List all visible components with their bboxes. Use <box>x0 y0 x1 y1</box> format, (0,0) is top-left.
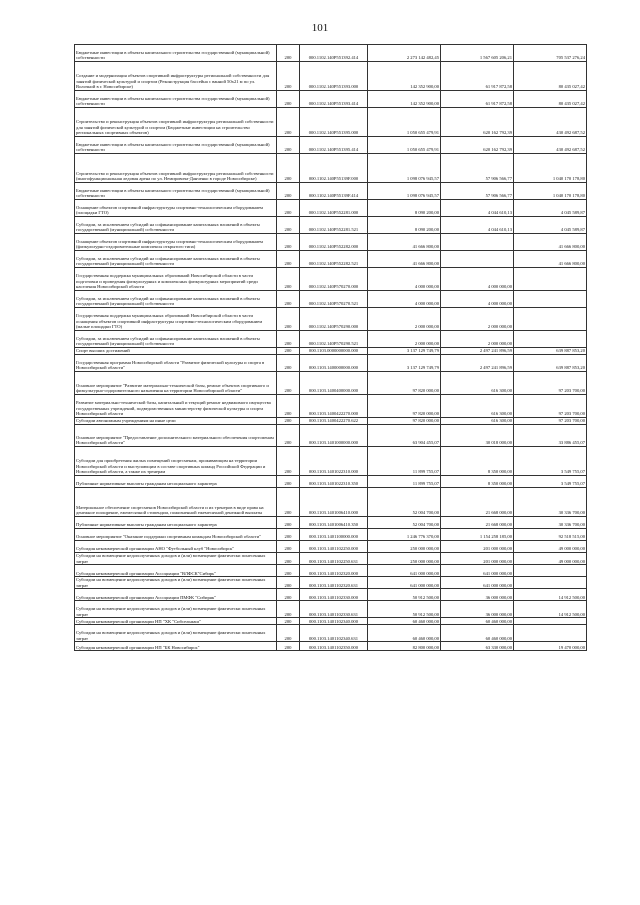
row-executed-amount: 4 044 610,13 <box>441 200 514 217</box>
table-row <box>75 418 587 425</box>
row-approved-amount: 2 273 142 482,45 <box>368 45 441 62</box>
row-executed-amount <box>441 251 514 268</box>
row-name: Субсидия некоммерческой организации НП "ХК "Сибсельмаш" <box>75 618 277 625</box>
table-row <box>75 589 587 601</box>
row-budget-code: 000.1102.140P551393.414 <box>300 91 368 108</box>
row-budget-code: 000.1103.1401102340.631 <box>300 625 368 642</box>
row-line-code: 200 <box>277 308 300 331</box>
row-line-code: 200 <box>277 234 300 251</box>
row-name: Основное мероприятие "Оказание поддержки спортивным командам Новосибирской области" <box>75 529 277 541</box>
row-name: Оснащение объектов спортивной инфраструктуры спортивно-технологическим оборудованием (площадки ГТО) <box>75 200 277 217</box>
row-approved-amount: 3 137 129 749,79 <box>368 355 441 372</box>
row-budget-code: 000.1103.1401102250.000 <box>300 541 368 553</box>
row-unexecuted-amount: 33 886 455,07 <box>514 425 587 447</box>
row-unexecuted-amount <box>514 565 587 577</box>
row-budget-code: 000.1103.1401100000.000 <box>300 529 368 541</box>
row-executed-amount: 641 000 000,00 <box>441 565 514 577</box>
row-approved-amount: 52 004 700,00 <box>368 488 441 517</box>
row-line-code: 200 <box>277 91 300 108</box>
row-name: Субсидия некоммерческой организации АНО "Футбольный клуб "Новосибирск" <box>75 541 277 553</box>
table-row <box>75 62 587 91</box>
row-executed-amount: 1 567 605 206,21 <box>441 45 514 62</box>
table-row <box>75 395 587 418</box>
table-row <box>75 625 587 642</box>
row-unexecuted-amount <box>514 291 587 308</box>
row-budget-code: 000.1103.1401102320.000 <box>300 565 368 577</box>
row-unexecuted-amount: 639 887 853,20 <box>514 355 587 372</box>
row-unexecuted-amount: 80 435 027,42 <box>514 62 587 91</box>
row-budget-code: 000.1103.1401102330.000 <box>300 589 368 601</box>
row-line-code: 200 <box>277 372 300 395</box>
table-row <box>75 529 587 541</box>
row-name: Строительство и реконструкция объектов спортивной инфраструктуры региональной собственности для занятий физической культурой и спортом (Бюджетные инвестиции на строительство региональных спортивных объектов) <box>75 108 277 137</box>
row-budget-code: 000.1102.140P552282.000 <box>300 234 368 251</box>
row-budget-code: 000.1103.1400422270.000 <box>300 395 368 418</box>
row-name: Государственная программа Новосибирской области "Развитие физической культуры и спорта в Новосибирской области" <box>75 355 277 372</box>
row-budget-code: 000.1103.0000000000.000 <box>300 348 368 355</box>
row-approved-amount: 1 050 655 479,91 <box>368 108 441 137</box>
row-approved-amount: 1 246 776 370,00 <box>368 529 441 541</box>
row-executed-amount: 1 154 258 185,00 <box>441 529 514 541</box>
row-name: Субсидии на возмещение недополученных доходов и (или) возмещение фактически понесенных затрат <box>75 577 277 589</box>
row-executed-amount: 8 350 000,00 <box>441 476 514 488</box>
row-executed-amount: 36 000 000,00 <box>441 601 514 618</box>
row-budget-code: 000.1103.1401102340.000 <box>300 618 368 625</box>
row-executed-amount: 616 300,00 <box>441 372 514 395</box>
table-row <box>75 137 587 154</box>
row-approved-amount: 1 098 076 945,57 <box>368 154 441 183</box>
table-row <box>75 308 587 331</box>
row-budget-code: 000.1103.1401006410.000 <box>300 488 368 517</box>
table-row <box>75 372 587 395</box>
row-approved-amount: 11 899 755,07 <box>368 476 441 488</box>
table-row <box>75 234 587 251</box>
row-approved-amount: 3 137 129 749,79 <box>368 348 441 355</box>
row-approved-amount: 8 090 200,00 <box>368 200 441 217</box>
row-budget-code: 000.1102.140P570290.000 <box>300 308 368 331</box>
row-name: Государственная поддержка муниципальных образований Новосибирской области в части оснащения объектов спортивной инфраструктуры спортивно-технологическим оборудованием (малые площадки ГТО) <box>75 308 277 331</box>
row-approved-amount: 250 000 000,00 <box>368 553 441 565</box>
row-line-code: 200 <box>277 529 300 541</box>
row-approved-amount: 11 899 755,07 <box>368 447 441 476</box>
row-name: Оснащение объектов спортивной инфраструктуры спортивно-технологическим оборудованием (физкультурно-оздоровительные комплексы открытого типа) <box>75 234 277 251</box>
row-budget-code: 000.1102.140P55139F.414 <box>300 183 368 200</box>
row-approved-amount: 641 000 000,00 <box>368 577 441 589</box>
row-line-code: 200 <box>277 565 300 577</box>
row-name: Бюджетные инвестиции в объекты капитального строительства государственной (муниципальной) собственности <box>75 137 277 154</box>
row-line-code: 200 <box>277 618 300 625</box>
row-unexecuted-amount <box>514 625 587 642</box>
row-name: Субсидия некоммерческой организации Ассоциации ПМФК "Сибиряк" <box>75 589 277 601</box>
row-approved-amount: 60 460 000,00 <box>368 618 441 625</box>
row-unexecuted-amount: 705 537 276,24 <box>514 45 587 62</box>
row-budget-code: 000.1102.140P570290.521 <box>300 331 368 348</box>
row-budget-code: 000.1103.1401022310.000 <box>300 447 368 476</box>
row-unexecuted-amount: 3 549 755,07 <box>514 476 587 488</box>
row-executed-amount: 620 162 792,39 <box>441 108 514 137</box>
row-executed-amount: 60 460 000,00 <box>441 618 514 625</box>
row-name: Субсидии на возмещение недополученных доходов и (или) возмещение фактически понесенных затрат <box>75 553 277 565</box>
row-name: Строительство и реконструкция объектов спортивной инфраструктуры региональной собственности (многофункциональная ледовая арена по ул. Немировича-Данченко в городе Новосибирске) <box>75 154 277 183</box>
row-unexecuted-amount: 97 203 700,00 <box>514 418 587 425</box>
row-line-code: 200 <box>277 183 300 200</box>
row-budget-code: 000.1103.1400422270.622 <box>300 418 368 425</box>
row-unexecuted-amount <box>514 618 587 625</box>
row-unexecuted-amount: 30 336 700,00 <box>514 517 587 529</box>
row-approved-amount: 50 912 500,00 <box>368 601 441 618</box>
row-line-code: 200 <box>277 476 300 488</box>
row-unexecuted-amount: 49 000 000,00 <box>514 553 587 565</box>
row-approved-amount: 142 352 900,00 <box>368 91 441 108</box>
table-row <box>75 108 587 137</box>
row-executed-amount: 57 906 566,77 <box>441 154 514 183</box>
row-approved-amount: 641 000 000,00 <box>368 565 441 577</box>
row-budget-code: 000.1102.140P551395.000 <box>300 108 368 137</box>
row-line-code: 200 <box>277 154 300 183</box>
row-budget-code: 000.1103.1401102350.000 <box>300 642 368 651</box>
row-executed-amount: 30 018 000,00 <box>441 425 514 447</box>
row-line-code: 200 <box>277 251 300 268</box>
row-unexecuted-amount: 4 045 589,87 <box>514 217 587 234</box>
row-executed-amount: 21 668 000,00 <box>441 517 514 529</box>
row-executed-amount: 4 000 000,00 <box>441 291 514 308</box>
table-row <box>75 331 587 348</box>
row-executed-amount: 2 497 241 896,59 <box>441 348 514 355</box>
row-name: Материальное обеспечение спортсменов Новосибирской области и их тренеров в виде права на денежное поощрение, ежемесячной стипендии, пожизненной ежемесячной денежной выплаты <box>75 488 277 517</box>
row-executed-amount: 36 000 000,00 <box>441 589 514 601</box>
row-approved-amount: 41 666 800,00 <box>368 251 441 268</box>
row-approved-amount: 2 000 000,00 <box>368 331 441 348</box>
row-approved-amount: 60 460 000,00 <box>368 625 441 642</box>
row-unexecuted-amount: 92 518 515,00 <box>514 529 587 541</box>
row-budget-code: 000.1103.1401006410.350 <box>300 517 368 529</box>
row-unexecuted-amount: 14 912 500,00 <box>514 589 587 601</box>
table-row <box>75 355 587 372</box>
row-executed-amount: 2 497 241 896,59 <box>441 355 514 372</box>
row-approved-amount: 1 050 655 479,91 <box>368 137 441 154</box>
row-approved-amount: 82 800 000,00 <box>368 642 441 651</box>
table-row <box>75 488 587 517</box>
row-line-code: 200 <box>277 62 300 91</box>
row-budget-code: 000.1102.140P570270.521 <box>300 291 368 308</box>
row-approved-amount: 250 000 000,00 <box>368 541 441 553</box>
row-line-code: 200 <box>277 395 300 418</box>
row-unexecuted-amount: 4 045 589,87 <box>514 200 587 217</box>
row-line-code: 200 <box>277 108 300 137</box>
row-name: Субсидии для приобретения жилых помещений спортсменам, проживающим на территории Новосибирской области и выступающим в составе спортивных команд Российской Федерации и Новосибирской области, а также их тренерам <box>75 447 277 476</box>
row-executed-amount: 61 917 872,58 <box>441 91 514 108</box>
row-name: Субсидии, за исключением субсидий на софинансирование капитальных вложений в объекты государственной (муниципальной) собственности <box>75 251 277 268</box>
row-budget-code: 000.1102.140P551395.414 <box>300 137 368 154</box>
row-budget-code: 000.1103.1400400000.000 <box>300 372 368 395</box>
row-line-code: 200 <box>277 642 300 651</box>
table-row <box>75 601 587 618</box>
row-executed-amount: 4 000 000,00 <box>441 268 514 291</box>
row-executed-amount: 61 917 872,58 <box>441 62 514 91</box>
row-name: Спорт высших достижений <box>75 348 277 355</box>
row-executed-amount: 2 000 000,00 <box>441 331 514 348</box>
table-row <box>75 553 587 565</box>
row-name: Субсидии, за исключением субсидий на софинансирование капитальных вложений в объекты государственной (муниципальной) собственности <box>75 331 277 348</box>
row-name: Субсидии автономным учреждениям на иные цели <box>75 418 277 425</box>
table-row <box>75 217 587 234</box>
table-row <box>75 517 587 529</box>
row-line-code: 200 <box>277 291 300 308</box>
row-name: Субсидии, за исключением субсидий на софинансирование капитальных вложений в объекты государственной (муниципальной) собственности <box>75 291 277 308</box>
row-line-code: 200 <box>277 355 300 372</box>
row-approved-amount: 4 000 000,00 <box>368 268 441 291</box>
row-unexecuted-amount: 41 666 800,00 <box>514 234 587 251</box>
row-executed-amount: 201 000 000,00 <box>441 553 514 565</box>
row-executed-amount: 63 330 000,00 <box>441 642 514 651</box>
row-name: Субсидии на возмещение недополученных доходов и (или) возмещение фактически понесенных затрат <box>75 601 277 618</box>
row-approved-amount: 2 000 000,00 <box>368 308 441 331</box>
table-row <box>75 45 587 62</box>
row-executed-amount: 60 460 000,00 <box>441 625 514 642</box>
row-name: Создание и модернизация объектов спортивной инфраструктуры региональной собственности для занятий физической культурой и спортом (Реконструкция бассейна с ванной 50х21 м по ул. Волочной в г. Новосибирске) <box>75 62 277 91</box>
row-budget-code: 000.1103.1401102250.631 <box>300 553 368 565</box>
row-line-code: 200 <box>277 217 300 234</box>
row-name: Субсидия некоммерческой организации НП "БК Новосибирск" <box>75 642 277 651</box>
row-line-code: 200 <box>277 418 300 425</box>
row-executed-amount: 641 000 000,00 <box>441 577 514 589</box>
row-line-code: 200 <box>277 577 300 589</box>
row-executed-amount: 57 906 566,77 <box>441 183 514 200</box>
table-row <box>75 291 587 308</box>
table-row <box>75 618 587 625</box>
row-approved-amount: 97 820 000,00 <box>368 372 441 395</box>
row-executed-amount: 2 000 000,00 <box>441 308 514 331</box>
row-budget-code: 000.1102.140P55139F.000 <box>300 154 368 183</box>
row-approved-amount: 142 352 900,00 <box>368 62 441 91</box>
row-unexecuted-amount: 639 887 853,20 <box>514 348 587 355</box>
table-row <box>75 268 587 291</box>
row-line-code: 200 <box>277 45 300 62</box>
row-line-code: 200 <box>277 425 300 447</box>
row-unexecuted-amount: 1 040 170 178,80 <box>514 183 587 200</box>
row-unexecuted-amount <box>514 331 587 348</box>
row-budget-code: 000.1103.1400000000.000 <box>300 355 368 372</box>
row-name: Основное мероприятие "Развитие материально-технической базы, ремонт объектов спортивного и физкультурно-оздоровительного назначения на территории Новосибирской области" <box>75 372 277 395</box>
row-unexecuted-amount: 1 040 170 178,80 <box>514 154 587 183</box>
row-line-code: 200 <box>277 601 300 618</box>
row-budget-code: 000.1103.1401102320.631 <box>300 577 368 589</box>
row-name: Субсидии на возмещение недополученных доходов и (или) возмещение фактически понесенных затрат <box>75 625 277 642</box>
row-name: Бюджетные инвестиции в объекты капитального строительства государственной (муниципальной) собственности <box>75 45 277 62</box>
row-line-code: 200 <box>277 268 300 291</box>
row-approved-amount: 4 000 000,00 <box>368 291 441 308</box>
row-budget-code: 000.1102.140P551393.000 <box>300 62 368 91</box>
row-approved-amount: 52 004 700,00 <box>368 517 441 529</box>
row-unexecuted-amount: 49 000 000,00 <box>514 541 587 553</box>
row-line-code: 200 <box>277 541 300 553</box>
table-row <box>75 476 587 488</box>
row-unexecuted-amount: 430 492 687,52 <box>514 108 587 137</box>
row-budget-code: 000.1103.1401102330.631 <box>300 601 368 618</box>
row-name: Субсидия некоммерческой организации Ассоциации "ВЛФСК"Сибирь" <box>75 565 277 577</box>
row-executed-amount <box>441 234 514 251</box>
page-number: 101 <box>311 22 329 34</box>
table-row <box>75 200 587 217</box>
row-executed-amount: 616 300,00 <box>441 418 514 425</box>
row-unexecuted-amount: 97 203 700,00 <box>514 395 587 418</box>
table-row <box>75 183 587 200</box>
row-budget-code: 000.1103.1401000000.000 <box>300 425 368 447</box>
table-row <box>75 348 587 355</box>
row-line-code: 200 <box>277 348 300 355</box>
table-row <box>75 154 587 183</box>
row-unexecuted-amount: 41 666 800,00 <box>514 251 587 268</box>
row-name: Субсидии, за исключением субсидий на софинансирование капитальных вложений в объекты государственной (муниципальной) собственности <box>75 217 277 234</box>
row-line-code: 200 <box>277 625 300 642</box>
row-line-code: 200 <box>277 553 300 565</box>
row-line-code: 200 <box>277 517 300 529</box>
row-budget-code: 000.1103.1401022310.350 <box>300 476 368 488</box>
table-row <box>75 565 587 577</box>
row-unexecuted-amount: 19 470 000,00 <box>514 642 587 651</box>
row-unexecuted-amount <box>514 268 587 291</box>
row-name: Публичные нормативные выплаты гражданам несоциального характера <box>75 517 277 529</box>
row-executed-amount: 201 000 000,00 <box>441 541 514 553</box>
budget-table <box>74 44 587 651</box>
row-line-code: 200 <box>277 137 300 154</box>
row-name: Бюджетные инвестиции в объекты капитального строительства государственной (муниципальной) собственности <box>75 183 277 200</box>
row-approved-amount: 8 090 200,00 <box>368 217 441 234</box>
table-row <box>75 642 587 651</box>
row-name: Развитие материально-технической базы, капитальный и текущий ремонт недвижимого имущества государственных учреждений, подведомственных министерству физической культуры и спорта Новосибирской области <box>75 395 277 418</box>
table-row <box>75 577 587 589</box>
row-name: Государственная поддержка муниципальных образований Новосибирской области в части подготовки и проведения физкультурных и комплексных физкультурных мероприятий среди населения Новосибирской области <box>75 268 277 291</box>
row-name: Бюджетные инвестиции в объекты капитального строительства государственной (муниципальной) собственности <box>75 91 277 108</box>
row-unexecuted-amount: 30 336 700,00 <box>514 488 587 517</box>
row-approved-amount: 1 098 076 945,57 <box>368 183 441 200</box>
row-executed-amount: 620 162 792,39 <box>441 137 514 154</box>
row-approved-amount: 97 820 000,00 <box>368 395 441 418</box>
row-unexecuted-amount <box>514 308 587 331</box>
row-executed-amount: 616 300,00 <box>441 395 514 418</box>
row-line-code: 200 <box>277 200 300 217</box>
row-line-code: 200 <box>277 589 300 601</box>
row-unexecuted-amount: 3 549 755,07 <box>514 447 587 476</box>
row-name: Публичные нормативные выплаты гражданам несоциального характера <box>75 476 277 488</box>
row-approved-amount: 63 904 455,07 <box>368 425 441 447</box>
row-line-code: 200 <box>277 447 300 476</box>
row-line-code: 200 <box>277 488 300 517</box>
row-line-code: 200 <box>277 331 300 348</box>
table-row <box>75 251 587 268</box>
row-unexecuted-amount: 14 912 500,00 <box>514 601 587 618</box>
budget-table-body <box>75 45 587 651</box>
table-row <box>75 541 587 553</box>
row-approved-amount: 97 820 000,00 <box>368 418 441 425</box>
row-unexecuted-amount: 80 435 027,42 <box>514 91 587 108</box>
row-unexecuted-amount <box>514 577 587 589</box>
table-row <box>75 91 587 108</box>
row-unexecuted-amount: 97 203 700,00 <box>514 372 587 395</box>
row-approved-amount: 50 912 500,00 <box>368 589 441 601</box>
row-budget-code: 000.1102.140P551392.414 <box>300 45 368 62</box>
table-row <box>75 447 587 476</box>
row-unexecuted-amount: 430 492 687,52 <box>514 137 587 154</box>
row-executed-amount: 21 668 000,00 <box>441 488 514 517</box>
row-executed-amount: 8 350 000,00 <box>441 447 514 476</box>
row-budget-code: 000.1102.140P552281.000 <box>300 200 368 217</box>
row-executed-amount: 4 044 610,13 <box>441 217 514 234</box>
table-row <box>75 425 587 447</box>
row-budget-code: 000.1102.140P570270.000 <box>300 268 368 291</box>
row-name: Основное мероприятие "Предоставление дополнительного материального обеспечения спортсменам Новосибирской области" <box>75 425 277 447</box>
row-budget-code: 000.1102.140P552282.521 <box>300 251 368 268</box>
row-budget-code: 000.1102.140P552281.521 <box>300 217 368 234</box>
row-approved-amount: 41 666 800,00 <box>368 234 441 251</box>
